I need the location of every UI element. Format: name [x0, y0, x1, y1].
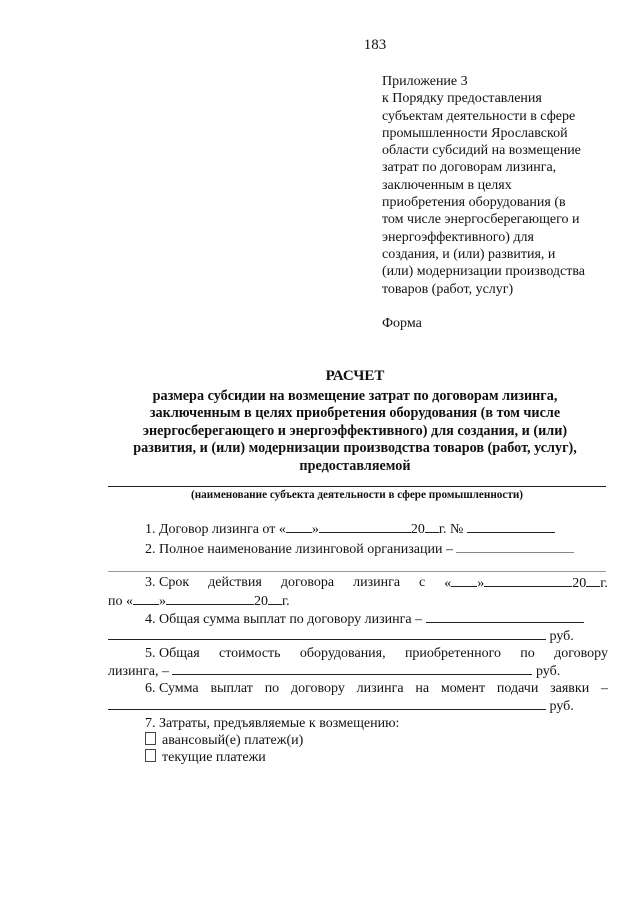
- option-advance-payments[interactable]: авансовый(е) платеж(и): [145, 732, 303, 749]
- title-line: развития, и (или) модернизации производства товаров (работ, услуг),: [133, 440, 577, 456]
- appendix-line: области субсидий на возмещение: [382, 143, 581, 159]
- payments-at-application-field[interactable]: [108, 697, 546, 710]
- appendix-line: том числе энергосберегающего и: [382, 212, 580, 228]
- title-heading: РАСЧЕТ: [325, 368, 385, 384]
- item-3-lease-term-end: по « » 20 г.: [108, 594, 290, 609]
- term-end-month-field[interactable]: [166, 592, 254, 605]
- document-title: [100, 368, 610, 475]
- item-3-lease-term: 3. Срок действия договора лизинга с « » 20 г.: [145, 575, 608, 591]
- item-2-lessor-name: 2. Полное наименование лизинговой организации –: [145, 540, 574, 558]
- item-4-total-payments-continued: руб.: [108, 627, 574, 645]
- item-4-total-payments: 4. Общая сумма выплат по договору лизинга –: [145, 610, 584, 628]
- item-5-equipment-cost-continued: лизинга, – руб.: [108, 664, 561, 679]
- checkbox-icon[interactable]: [145, 749, 156, 762]
- appendix-line: товаров (работ, услуг): [382, 281, 514, 297]
- total-payments-field-continued[interactable]: [108, 627, 546, 640]
- total-payments-field[interactable]: [426, 610, 584, 623]
- appendix-line: энергоэффективного) для: [382, 229, 534, 245]
- equipment-cost-field[interactable]: [172, 662, 532, 675]
- term-start-day-field[interactable]: [451, 574, 477, 587]
- lessor-name-field[interactable]: [456, 540, 574, 553]
- appendix-line: создания, и (или) развития, и: [382, 246, 556, 262]
- form-label: Форма: [382, 316, 422, 331]
- appendix-line: к Порядку предоставления: [382, 91, 542, 107]
- appendix-line: Приложение 3: [382, 74, 468, 89]
- term-end-year-field[interactable]: [268, 592, 282, 605]
- checkbox-icon[interactable]: [145, 732, 156, 745]
- item-1-lease-contract: 1. Договор лизинга от « » 20 г. №: [145, 520, 555, 538]
- appendix-line: приобретения оборудования (в: [382, 195, 566, 211]
- contract-day-field[interactable]: [286, 520, 312, 533]
- contract-month-field[interactable]: [319, 520, 411, 533]
- appendix-line: субъектам деятельности в сфере: [382, 108, 576, 124]
- item-6-payments-at-application: 6. Сумма выплат по договору лизинга на момент подачи заявки –: [145, 681, 608, 696]
- item-7-reimbursable-costs: 7. Затраты, предъявляемые к возмещению:: [145, 716, 400, 731]
- title-line: предоставляемой: [299, 457, 411, 474]
- appendix-line: (или) модернизации производства: [382, 264, 586, 280]
- contract-number-field[interactable]: [467, 520, 555, 533]
- term-start-year-field[interactable]: [586, 574, 600, 587]
- title-line: размера субсидии на возмещение затрат по договорам лизинга,: [152, 387, 558, 404]
- subject-name-caption: (наименование субъекта деятельности в сфере промышленности): [190, 489, 523, 501]
- appendix-line: затрат по договорам лизинга,: [382, 160, 557, 176]
- term-end-day-field[interactable]: [133, 592, 159, 605]
- subject-name-field[interactable]: [108, 486, 606, 487]
- appendix-line: промышленности Ярославской: [382, 125, 568, 141]
- appendix-note: [382, 73, 622, 298]
- term-start-month-field[interactable]: [484, 574, 572, 587]
- option-current-payments[interactable]: текущие платежи: [145, 749, 266, 766]
- page-number: 183: [363, 37, 387, 53]
- title-line: заключенным в целях приобретения оборудования (в том числе: [149, 405, 561, 421]
- contract-year-field[interactable]: [425, 520, 439, 533]
- appendix-line: заключенным в целях: [382, 177, 512, 193]
- title-line: энергосберегающего и энергоэффективного) для создания, и (или): [142, 422, 568, 439]
- item-5-equipment-cost: 5. Общая стоимость оборудования, приобретенного по договору: [145, 646, 608, 661]
- item-6-payments-continued: руб.: [108, 697, 574, 715]
- lessor-name-field-continued[interactable]: [108, 571, 606, 572]
